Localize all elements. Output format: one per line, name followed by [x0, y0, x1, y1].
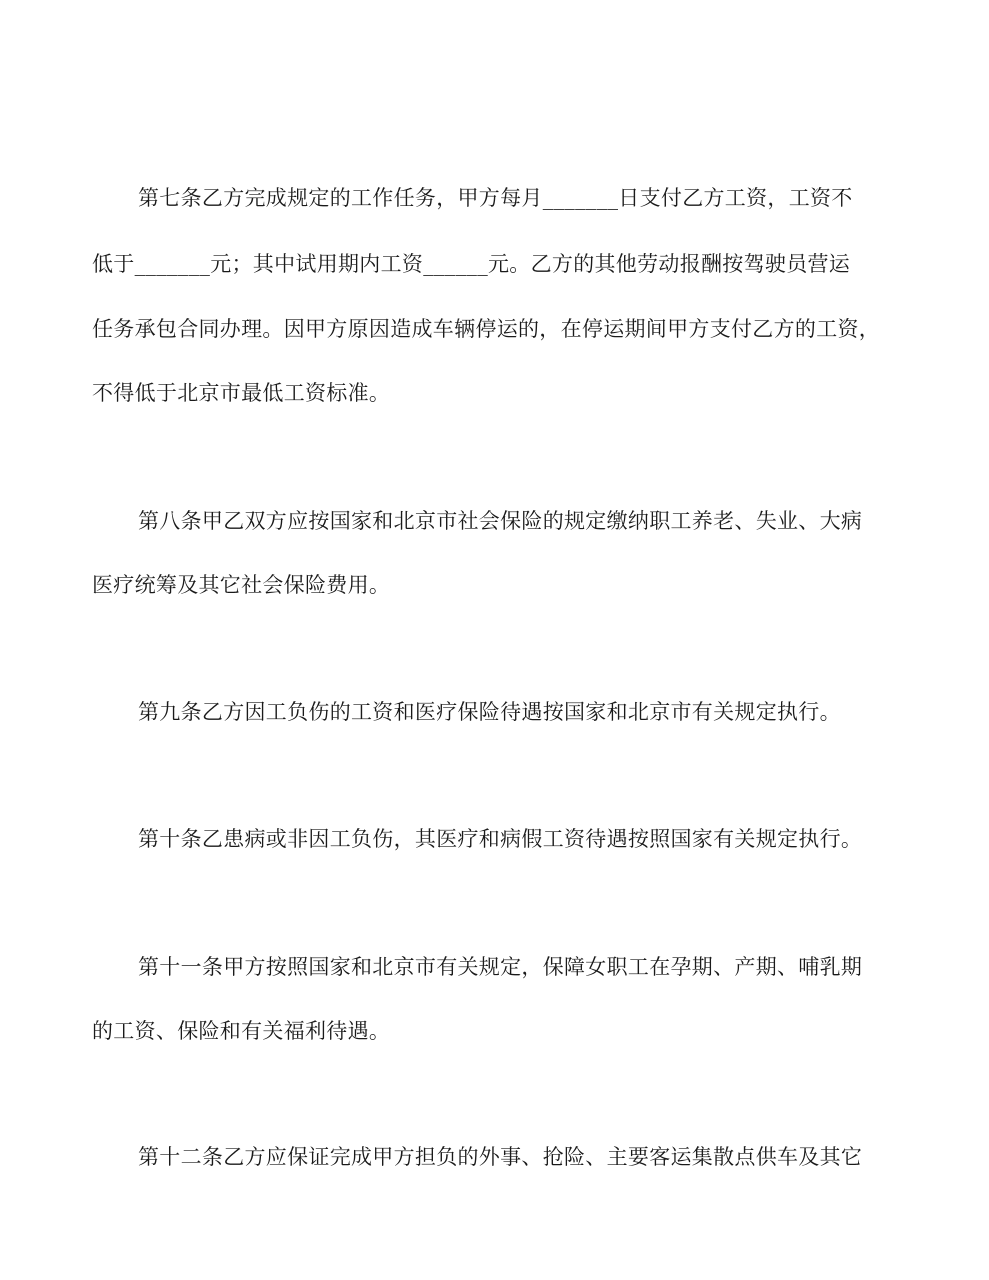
article-7-line-3: 任务承包合同办理。因甲方原因造成车辆停运的，在停运期间甲方支付乙方的工资， [92, 317, 881, 341]
article-7-line-4: 不得低于北京市最低工资标准。 [92, 381, 391, 405]
article-8-line-1: 第八条甲乙双方应按国家和北京市社会保险的规定缴纳职工养老、失业、大病 [138, 509, 863, 533]
article-7-line-1: 第七条乙方完成规定的工作任务，甲方每月_______日支付乙方工资，工资不 [138, 186, 853, 210]
article-10-line-1: 第十条乙患病或非因工负伤，其医疗和病假工资待遇按照国家有关规定执行。 [138, 827, 863, 851]
article-8-line-2: 医疗统筹及其它社会保险费用。 [92, 573, 391, 597]
article-11-line-2: 的工资、保险和有关福利待遇。 [92, 1019, 391, 1043]
article-12-line-1: 第十二条乙方应保证完成甲方担负的外事、抢险、主要客运集散点供车及其它 [138, 1145, 863, 1169]
article-9-line-1: 第九条乙方因工负伤的工资和医疗保险待遇按国家和北京市有关规定执行。 [138, 700, 841, 724]
article-11-line-1: 第十一条甲方按照国家和北京市有关规定，保障女职工在孕期、产期、哺乳期 [138, 955, 863, 979]
article-7-line-2: 低于_______元；其中试用期内工资______元。乙方的其他劳动报酬按驾驶员营运 [92, 252, 851, 276]
